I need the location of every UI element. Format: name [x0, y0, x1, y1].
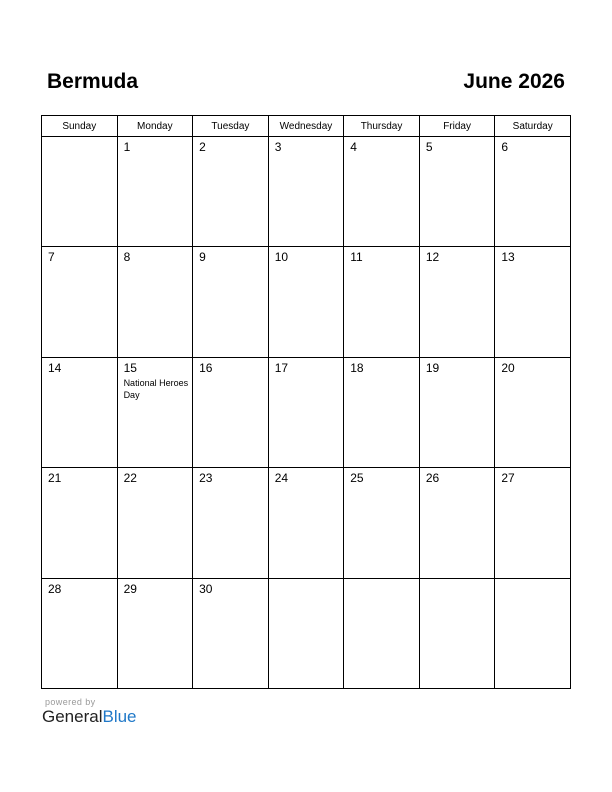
day-cell: [193, 468, 269, 578]
day-cell: [344, 468, 420, 578]
day-cell: [117, 247, 193, 357]
weekday-tuesday: Tuesday: [193, 116, 269, 137]
week-row: [42, 578, 571, 688]
day-cell: [419, 468, 495, 578]
day-number: 21: [48, 471, 62, 486]
day-cell: [344, 357, 420, 467]
day-number: 28: [48, 581, 62, 596]
week-row: [42, 247, 571, 357]
powered-by-text: powered by: [45, 697, 96, 707]
day-number: 3: [274, 140, 282, 154]
weekday-header-row: [42, 116, 571, 137]
day-cell: [419, 578, 495, 688]
holiday-event: National Heroes Day: [123, 377, 189, 400]
weekday-monday: Monday: [117, 116, 193, 137]
day-number: 4: [350, 140, 357, 154]
day-cell: [495, 137, 571, 247]
day-cell: [268, 468, 344, 578]
day-number: 13: [501, 250, 515, 265]
day-number: 17: [274, 360, 289, 375]
day-cell: [193, 357, 269, 467]
day-cell: [495, 578, 571, 688]
day-number: 14: [48, 360, 62, 375]
day-number: [495, 579, 570, 582]
day-number: [269, 579, 344, 582]
day-cell: [117, 468, 193, 578]
day-number: 18: [350, 360, 364, 375]
day-number: 25: [350, 471, 364, 486]
calendar-grid: [41, 115, 571, 689]
weekday-friday: Friday: [419, 116, 495, 137]
day-number: [420, 579, 495, 582]
day-cell: [193, 578, 269, 688]
day-cell: [268, 357, 344, 467]
day-number: 27: [501, 471, 515, 486]
weekday-wednesday: Wednesday: [268, 116, 344, 137]
day-number: 22: [123, 471, 137, 486]
day-number: 6: [501, 140, 509, 154]
day-cell: [42, 468, 118, 578]
day-number: 29: [123, 581, 137, 596]
day-cell: [495, 357, 571, 467]
weekday-thursday: Thursday: [344, 116, 420, 137]
day-cell: [117, 578, 193, 688]
month-year-title: June 2026: [463, 70, 565, 93]
day-number: [344, 579, 419, 582]
calendar-body: [42, 137, 571, 689]
day-number: 12: [425, 250, 440, 265]
day-cell: [419, 357, 495, 467]
day-number: 23: [199, 471, 213, 486]
day-number: 19: [425, 360, 440, 375]
day-number: [42, 137, 117, 140]
day-cell: [344, 247, 420, 357]
country-title: Bermuda: [47, 70, 139, 93]
day-number: 11: [350, 250, 363, 265]
day-number: 24: [274, 471, 289, 486]
day-cell: [42, 247, 118, 357]
day-cell: [268, 137, 344, 247]
day-cell: [268, 247, 344, 357]
day-number: 8: [123, 250, 131, 265]
day-number: 2: [199, 140, 206, 154]
day-cell: [344, 578, 420, 688]
day-cell: [344, 137, 420, 247]
day-number: 15: [123, 360, 137, 375]
weekday-sunday: Sunday: [42, 116, 118, 137]
generalblue-logo: [42, 707, 137, 727]
day-number: 30: [199, 581, 213, 596]
day-number: 5: [425, 140, 433, 154]
day-cell: [495, 468, 571, 578]
day-cell: [117, 137, 193, 247]
week-row: [42, 137, 571, 247]
week-row: [42, 357, 571, 467]
day-cell: [419, 137, 495, 247]
brand-blue: Blue: [102, 707, 137, 726]
day-number: 1: [123, 140, 131, 154]
day-number: 7: [48, 250, 55, 265]
day-number: 16: [199, 360, 213, 375]
day-cell: [42, 357, 118, 467]
weekday-saturday: Saturday: [495, 116, 571, 137]
day-number: 10: [274, 250, 289, 265]
day-number: 26: [425, 471, 440, 486]
day-cell: [193, 247, 269, 357]
footer-brand: [42, 697, 137, 727]
day-number: 9: [199, 250, 206, 265]
day-number: 20: [501, 360, 515, 375]
day-cell: [419, 247, 495, 357]
day-cell: [193, 137, 269, 247]
day-cell: [42, 137, 118, 247]
day-cell: [117, 357, 193, 467]
day-cell: [268, 578, 344, 688]
day-cell: [42, 578, 118, 688]
day-cell: [495, 247, 571, 357]
brand-general: General: [42, 707, 103, 726]
week-row: [42, 468, 571, 578]
